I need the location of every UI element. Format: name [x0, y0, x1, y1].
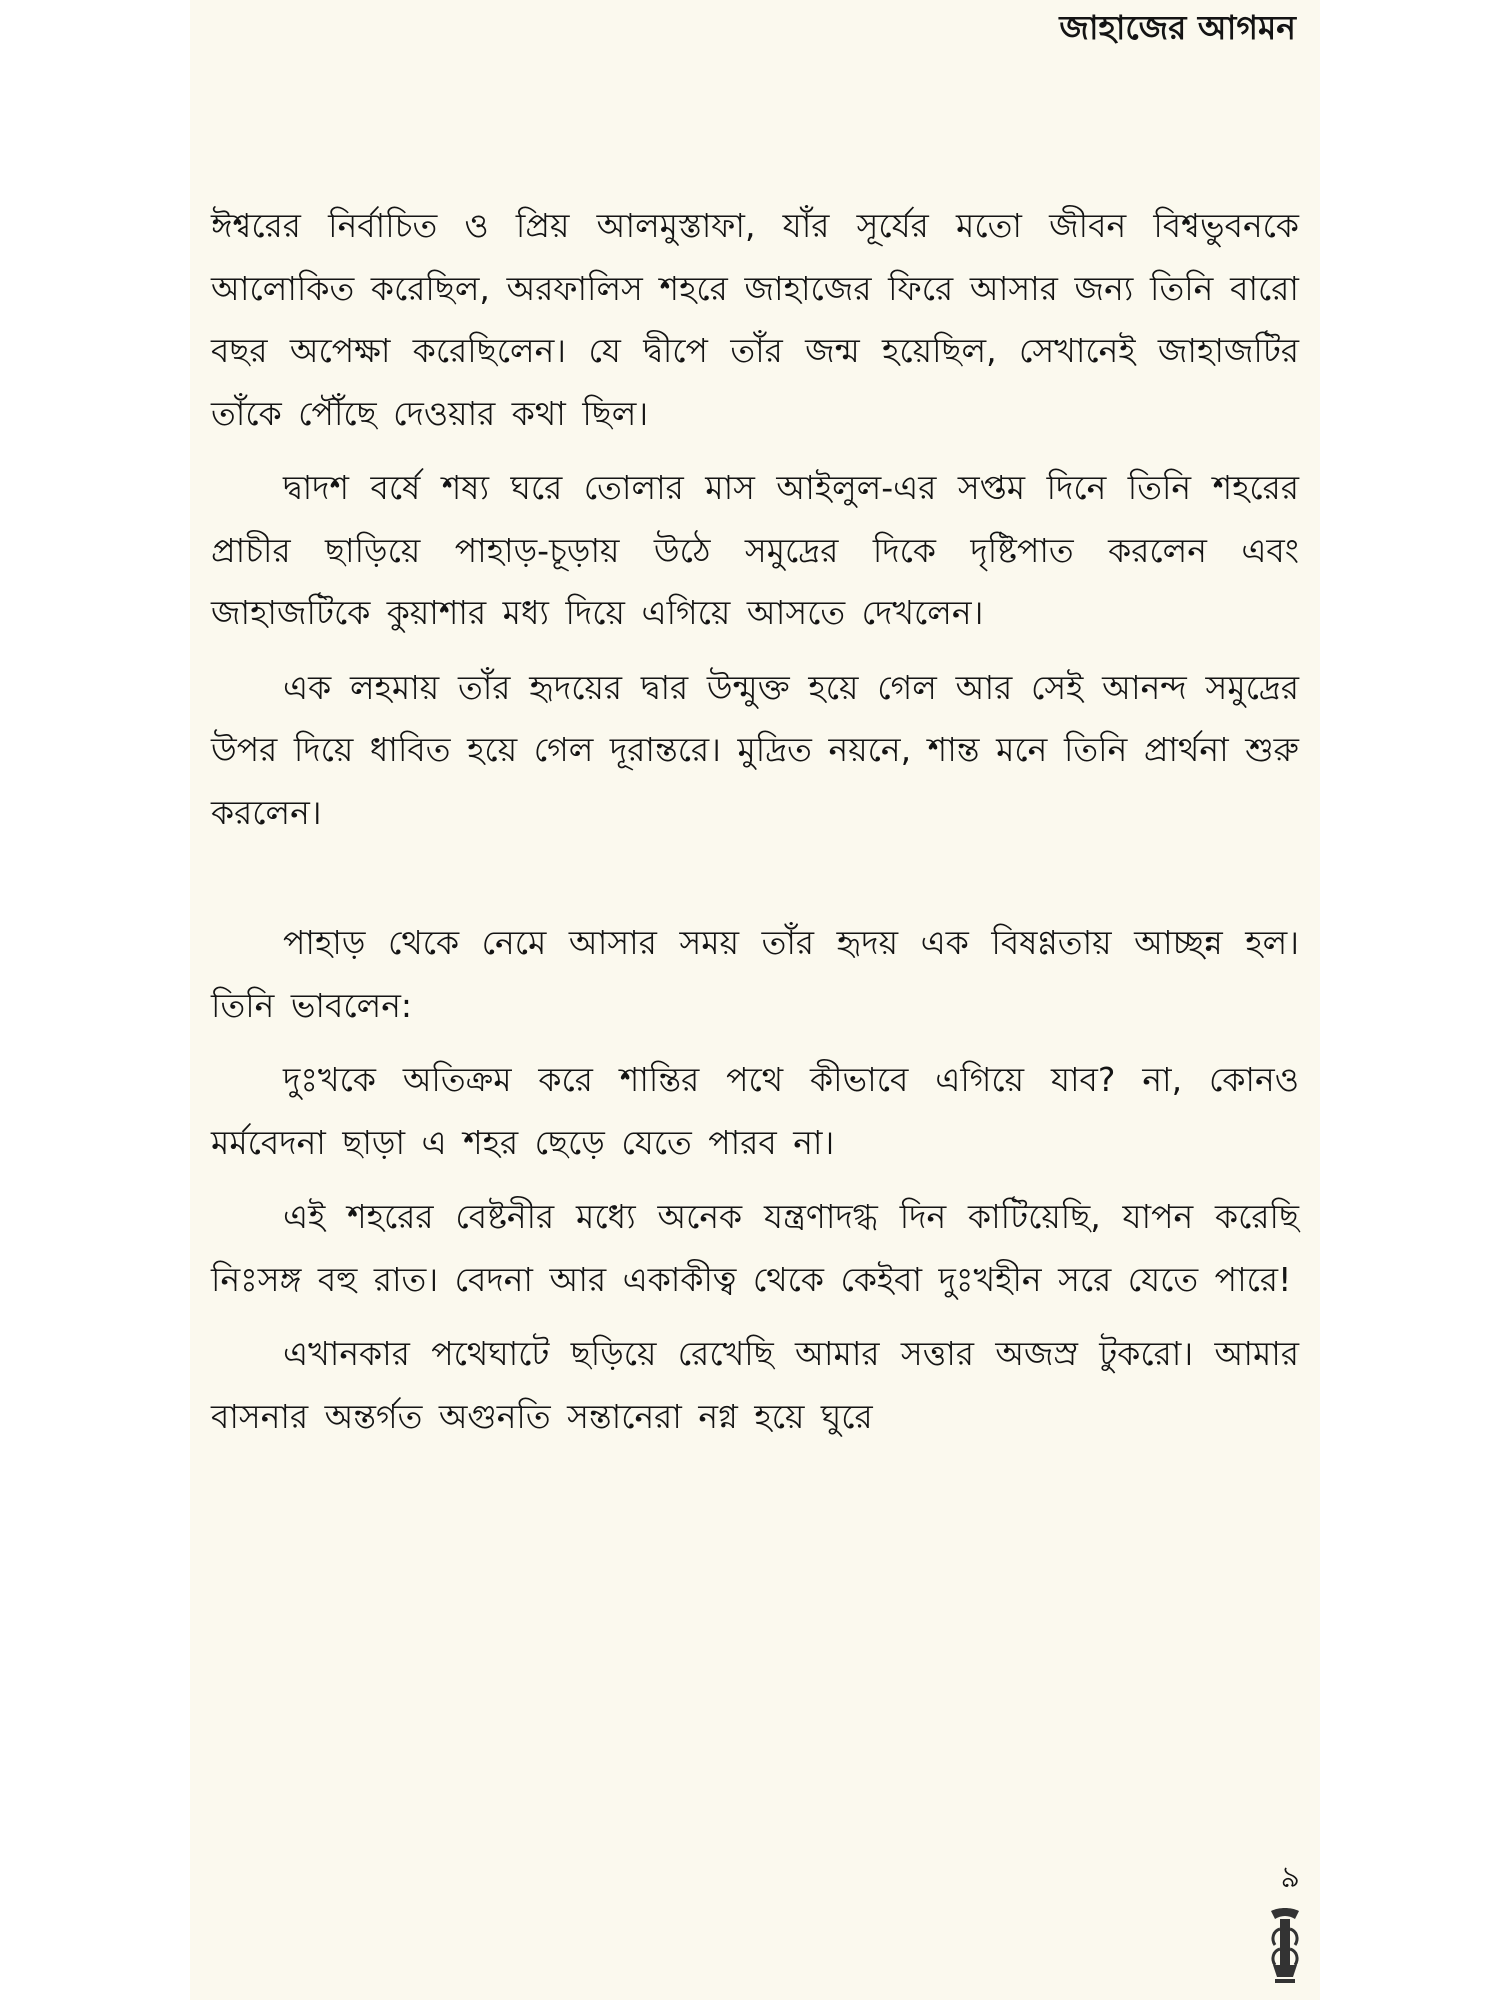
paragraph-5: দুঃখকে অতিক্রম করে শান্তির পথে কীভাবে এগিয়ে যাব? না, কোনও মর্মবেদনা ছাড়া এ শহর ছেড়ে যেতে পারব না।: [211, 1060, 1299, 1162]
paragraph-6: এই শহরের বেষ্টনীর মধ্যে অনেক যন্ত্রণাদগ্ধ দিন কাটিয়েছি, যাপন করেছি নিঃসঙ্গ বহু রাত। বেদনা আর একাকীত্ব থেকে কেইবা দুঃখহীন সরে যেতে পারে!: [211, 1197, 1299, 1299]
paragraph-7: এখানকার পথেঘাটে ছড়িয়ে রেখেছি আমার সত্তার অজস্র টুকরো। আমার বাসনার অন্তর্গত অগুনতি সন্তানেরা নগ্ন হয়ে ঘুরে: [211, 1334, 1299, 1436]
paragraph-3: এক লহমায় তাঁর হৃদয়ের দ্বার উন্মুক্ত হয়ে গেল আর সেই আনন্দ সমুদ্রের উপর দিয়ে ধাবিত হয়ে গেল দূরান্তরে। মুদ্রিত নয়নে, শান্ত মনে তিনি প্রার্থনা শুরু করলেন।: [211, 667, 1299, 832]
ornament-icon: [1265, 1905, 1305, 1985]
paragraph-1: ঈশ্বরের নির্বাচিত ও প্রিয় আলমুস্তাফা, যাঁর সূর্যের মতো জীবন বিশ্বভুবনকে আলোকিত করেছিল, অরফালিস শহরে জাহাজের ফিরে আসার জন্য তিনি বারো বছর অপেক্ষা করেছিলেন। যে দ্বীপে তাঁর জন্ম হয়েছিল, সেখানেই জাহাজটির তাঁকে পৌঁছে দেওয়ার কথা ছিল।: [211, 206, 1299, 433]
body-text: [211, 195, 1299, 1448]
page-number: ৯: [1280, 1860, 1300, 1895]
running-head: জাহাজের আগমন: [1059, 8, 1296, 47]
paragraph-4: পাহাড় থেকে নেমে আসার সময় তাঁর হৃদয় এক বিষণ্ণতায় আচ্ছন্ন হল। তিনি ভাবলেন:: [211, 923, 1299, 1025]
book-page: [190, 0, 1320, 2000]
paragraph-2: দ্বাদশ বর্ষে শষ্য ঘরে তোলার মাস আইলুল-এর সপ্তম দিনে তিনি শহরের প্রাচীর ছাড়িয়ে পাহাড়-চূড়ায় উঠে সমুদ্রের দিকে দৃষ্টিপাত করলেন এবং জাহাজটিকে কুয়াশার মধ্য দিয়ে এগিয়ে আসতে দেখলেন।: [211, 468, 1299, 632]
